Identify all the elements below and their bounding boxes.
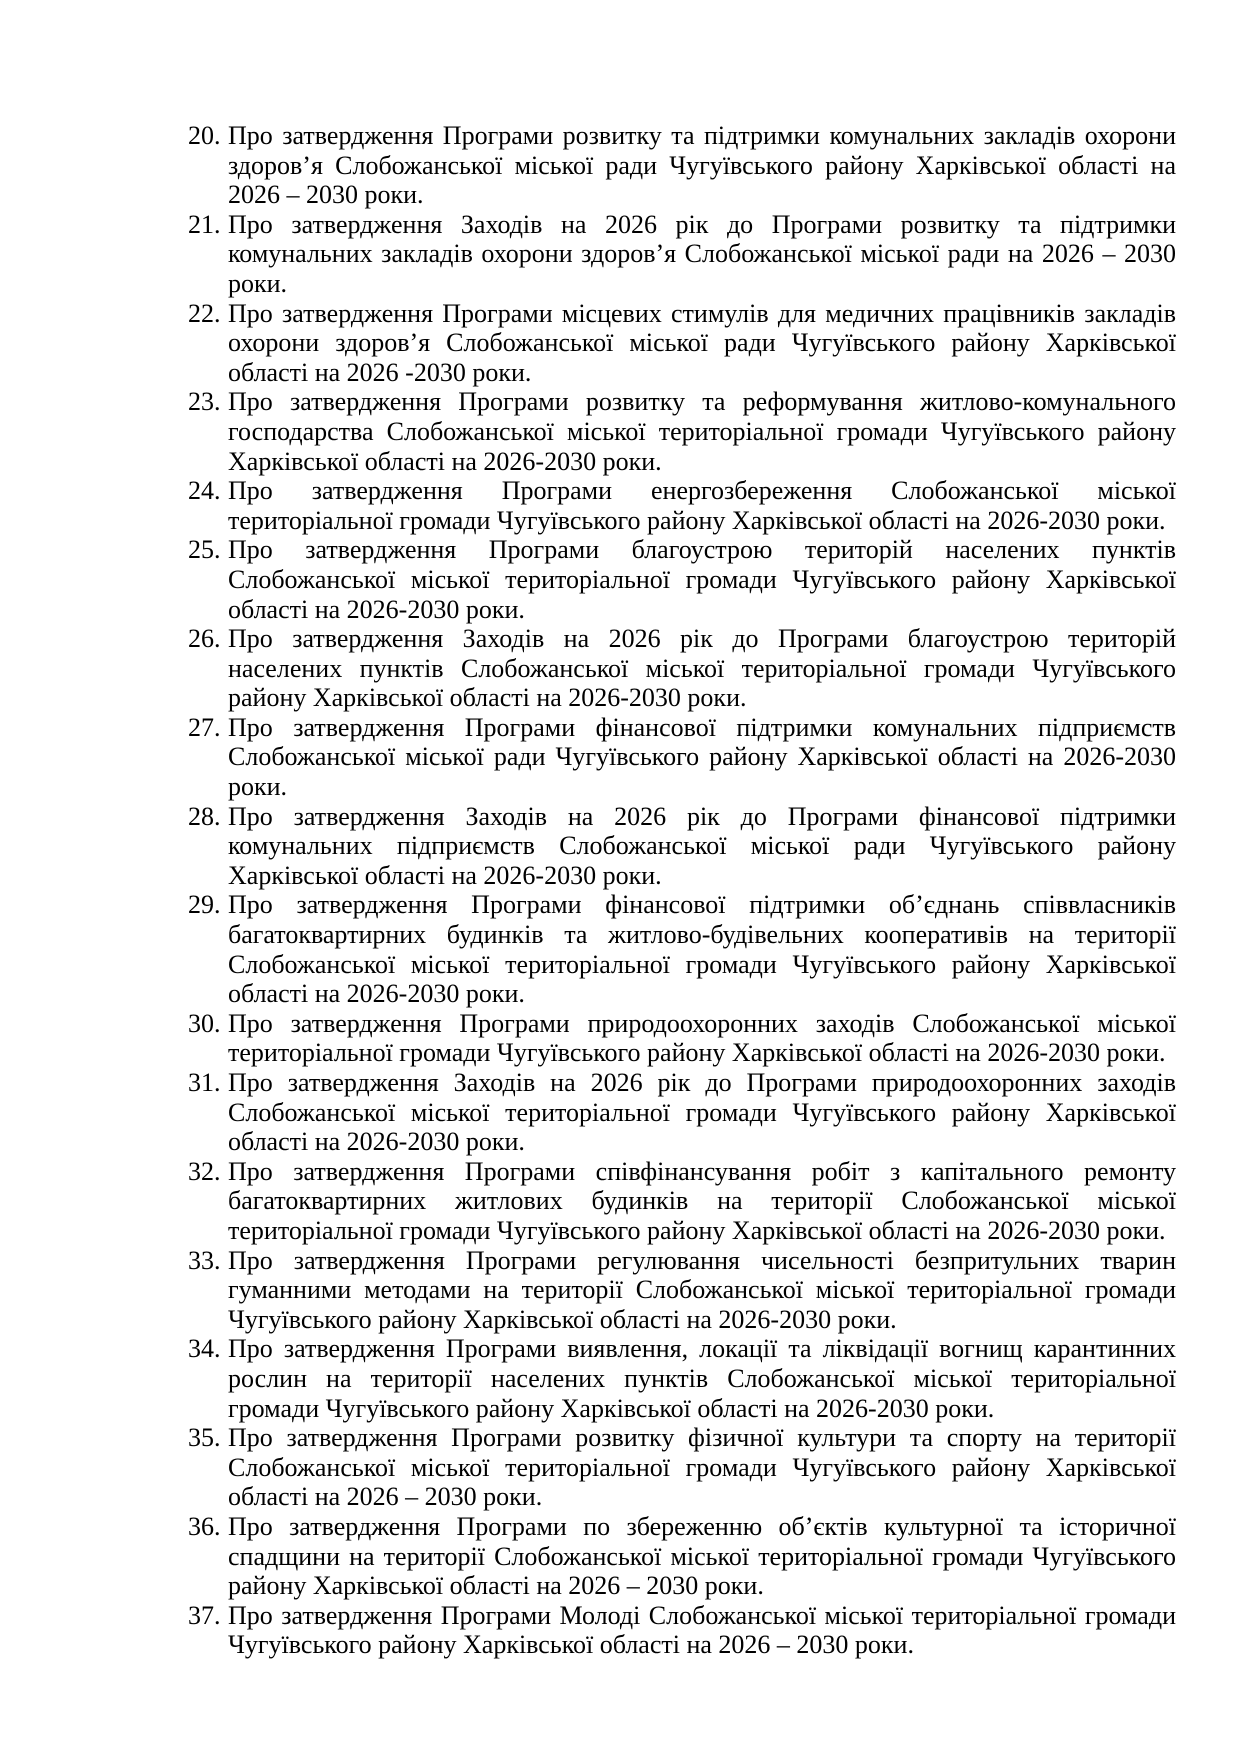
list-item-text: Про затвердження Програми розвитку та реформування житлово-комунального господарства Слобожанської міської територіальної громади Чугуївського району Харківської області на 2026-2030 роки. — [228, 387, 1176, 476]
list-item-text: Про затвердження Програми енергозбереження Слобожанської міської територіальної громади Чугуївського району Харківської області на 2026-2030 роки. — [228, 476, 1176, 535]
list-item — [188, 890, 1176, 1008]
list-item-number: 29. — [188, 890, 221, 920]
list-item — [188, 210, 1176, 299]
list-item — [188, 1601, 1176, 1660]
list-item-number: 20. — [188, 121, 221, 150]
list-item — [188, 1009, 1176, 1068]
list-item-text: Про затвердження Програми розвитку фізичної культури та спорту на території Слобожанської міської територіальної громади Чугуївського району Харківської області на 2026 – 2030 роки. — [228, 1423, 1176, 1512]
list-item-text: Про затвердження Програми співфінансування робіт з капітального ремонту багатоквартирних житлових будинків на території Слобожанської міської територіальної громади Чугуївського району Харківської області на 2026-2030 роки. — [228, 1156, 1176, 1245]
list-item-text: Про затвердження Заходів на 2026 рік до Програми розвитку та підтримки комунальних закладів охорони здоров’я Слобожанської міської ради на 2026 – 2030 роки. — [228, 209, 1176, 298]
list-item-number: 34. — [188, 1334, 221, 1364]
list-item-number: 37. — [188, 1600, 221, 1630]
list-item-number: 27. — [188, 712, 221, 742]
list-item — [188, 1246, 1176, 1335]
list-item — [188, 1334, 1176, 1423]
list-item-number: 35. — [188, 1423, 221, 1453]
list-item-number: 30. — [188, 1008, 221, 1038]
list-item-number: 23. — [188, 387, 221, 417]
list-item — [188, 535, 1176, 624]
list-item-number: 32. — [188, 1156, 221, 1186]
list-item-number: 31. — [188, 1068, 221, 1097]
list-item-number: 22. — [188, 298, 221, 328]
list-item — [188, 299, 1176, 388]
list-item — [188, 1068, 1176, 1157]
list-item-number: 36. — [188, 1511, 221, 1541]
list-item — [188, 624, 1176, 713]
list-item — [188, 713, 1176, 802]
list-item-text: Про затвердження Заходів на 2026 рік до Програми фінансової підтримки комунальних підприємств Слобожанської міської ради Чугуївського району Харківської області на 2026-2030 роки. — [228, 801, 1176, 890]
list-item-text: Про затвердження Програми фінансової підтримки комунальних підприємств Слобожанської міської ради Чугуївського району Харківської області на 2026-2030 роки. — [228, 712, 1176, 802]
list-item-number: 28. — [188, 801, 221, 831]
list-item-text: Про затвердження Програми розвитку та підтримки комунальних закладів охорони здоров’я Слобожанської міської ради Чугуївського району Харківської області на 2026 – 2030 роки. — [228, 121, 1176, 210]
list-item-text: Про затвердження Програми по збереженню об’єктів культурної та історичної спадщини на території Слобожанської міської територіальної громади Чугуївського району Харківської області на 2026 – 2030 роки. — [228, 1511, 1176, 1601]
list-item — [188, 476, 1176, 535]
list-item — [188, 121, 1176, 210]
list-item-text: Про затвердження Програми виявлення, локації та ліквідації вогнищ карантинних рослин на території населених пунктів Слобожанської міської територіальної громади Чугуївського району Харківської області на 2026-2030 роки. — [228, 1334, 1176, 1423]
list-item-number: 25. — [188, 535, 221, 565]
list-item — [188, 1512, 1176, 1601]
list-item-number: 33. — [188, 1245, 221, 1275]
list-item-text: Про затвердження Програми природоохоронних заходів Слобожанської міської територіальної громади Чугуївського району Харківської області на 2026-2030 роки. — [228, 1008, 1176, 1068]
list-item-text: Про затвердження Заходів на 2026 рік до Програми благоустрою територій населених пунктів Слобожанської міської територіальної громади Чугуївського району Харківської області на 2026-2030 роки. — [228, 624, 1176, 713]
list-item — [188, 387, 1176, 476]
list-item — [188, 802, 1176, 891]
list-item-number: 21. — [188, 209, 221, 239]
list-item-text: Про затвердження Програми фінансової підтримки об’єднань співвласників багатоквартирних будинків та житлово-будівельних кооперативів на території Слобожанської міської територіальної громади Чугуївського району Харківської області на 2026-2030 роки. — [228, 890, 1176, 1009]
list-item-text: Про затвердження Програми місцевих стимулів для медичних працівників закладів охорони здоров’я Слобожанської міської ради Чугуївського району Харківської області на 2026 -2030 роки. — [228, 298, 1176, 387]
list-item — [188, 1157, 1176, 1246]
list-item-number: 24. — [188, 476, 221, 506]
list-item-text: Про затвердження Програми благоустрою територій населених пунктів Слобожанської міської територіальної громади Чугуївського району Харківської області на 2026-2030 роки. — [228, 535, 1176, 624]
list-item-text: Про затвердження Програми Молоді Слобожанської міської територіальної громади Чугуївського району Харківської області на 2026 – 2030 роки. — [228, 1600, 1176, 1660]
list-item-text: Про затвердження Програми регулювання чисельності безпритульних тварин гуманними методами на території Слобожанської міської територіальної громади Чугуївського району Харківської області на 2026-2030 роки. — [228, 1245, 1176, 1334]
agenda-list — [188, 121, 1176, 1660]
list-item-number: 26. — [188, 624, 221, 654]
list-item-text: Про затвердження Заходів на 2026 рік до Програми природоохоронних заходів Слобожанської міської територіальної громади Чугуївського району Харківської області на 2026-2030 роки. — [228, 1068, 1176, 1157]
list-item — [188, 1423, 1176, 1512]
